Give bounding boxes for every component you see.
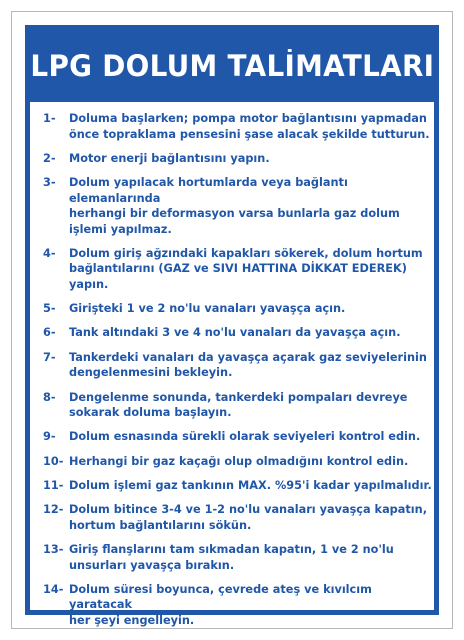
- item-number: 6-: [43, 326, 56, 340]
- item-number: 5-: [43, 302, 56, 316]
- instruction-list: [43, 111, 433, 637]
- instruction-item-10: [43, 454, 433, 470]
- item-text: Tankerdeki vanaları da yavaşça açarak gaz seviyelerinin dengelenmesini bekleyin.: [69, 350, 427, 380]
- item-number: 1-: [43, 112, 56, 125]
- item-number: 4-: [43, 246, 56, 260]
- item-number: 3-: [43, 176, 56, 190]
- instruction-item-2: [43, 151, 433, 167]
- item-text: Girişteki 1 ve 2 no'lu vanaları yavaşça açın.: [69, 302, 346, 316]
- item-number: 11-: [43, 478, 64, 492]
- item-text: Dolum bitince 3-4 ve 1-2 no'lu vanaları yavaşça kapatın, hortum bağlantılarını sökün.: [69, 503, 428, 532]
- item-number: 8-: [43, 390, 56, 404]
- item-text: Motor enerji bağlantısını yapın.: [69, 151, 270, 165]
- instruction-item-14: [43, 582, 433, 629]
- item-text: Dolum süresi boyunca, çevrede ateş ve kıvılcım yaratacak her şeyi engelleyin.: [69, 582, 372, 627]
- item-text: Dengelenme sonunda, tankerdeki pompaları devreye sokarak doluma başlayın.: [69, 390, 408, 420]
- title-banner: [30, 30, 434, 102]
- item-text: Dolum yapılacak hortumlarda veya bağlantı elemanlarında herhangi bir deformasyon varsa bunlarla gaz dolum işlemi yapılmaz.: [69, 176, 400, 236]
- instruction-item-7: [43, 350, 433, 381]
- item-number: 10-: [43, 454, 64, 468]
- sign-title: LPG DOLUM TALİMATLARI: [30, 49, 434, 83]
- item-number: 7-: [43, 350, 56, 364]
- item-text: Dolum esnasında sürekli olarak seviyeleri kontrol edin.: [69, 430, 421, 444]
- instruction-item-12: [43, 502, 433, 533]
- instruction-item-3: [43, 175, 433, 237]
- item-number: 12-: [43, 503, 64, 517]
- instruction-sign: [25, 25, 439, 627]
- instruction-item-13: [43, 542, 433, 573]
- item-text: Tank altındaki 3 ve 4 no'lu vanaları da yavaşça açın.: [69, 326, 401, 340]
- instruction-item-11: [43, 478, 433, 494]
- instruction-item-6: [43, 325, 433, 341]
- instruction-item-5: [43, 301, 433, 317]
- item-text: Doluma başlarken; pompa motor bağlantısını yapmadan önce topraklama pensesini şase alacak şekilde tutturun.: [69, 112, 430, 141]
- item-number: 9-: [43, 430, 56, 444]
- item-text: Dolum giriş ağzındaki kapakları sökerek, dolum hortum bağlantılarını (GAZ ve SIVI HATTINA DİKKAT EDEREK) yapın.: [69, 246, 423, 291]
- instruction-item-8: [43, 390, 433, 421]
- item-text: Giriş flanşlarını tam sıkmadan kapatın, 1 ve 2 no'lu unsurları yavaşça bırakın.: [69, 543, 394, 572]
- item-number: 2-: [43, 151, 56, 165]
- item-number: 14-: [43, 582, 64, 596]
- instruction-item-4: [43, 246, 433, 293]
- item-text: Dolum işlemi gaz tankının MAX. %95'i kadar yapılmalıdır.: [69, 478, 432, 492]
- instruction-item-1: [43, 111, 433, 142]
- item-text: Herhangi bir gaz kaçağı olup olmadığını kontrol edin.: [69, 454, 409, 468]
- item-number: 13-: [43, 543, 64, 557]
- instruction-item-9: [43, 429, 433, 445]
